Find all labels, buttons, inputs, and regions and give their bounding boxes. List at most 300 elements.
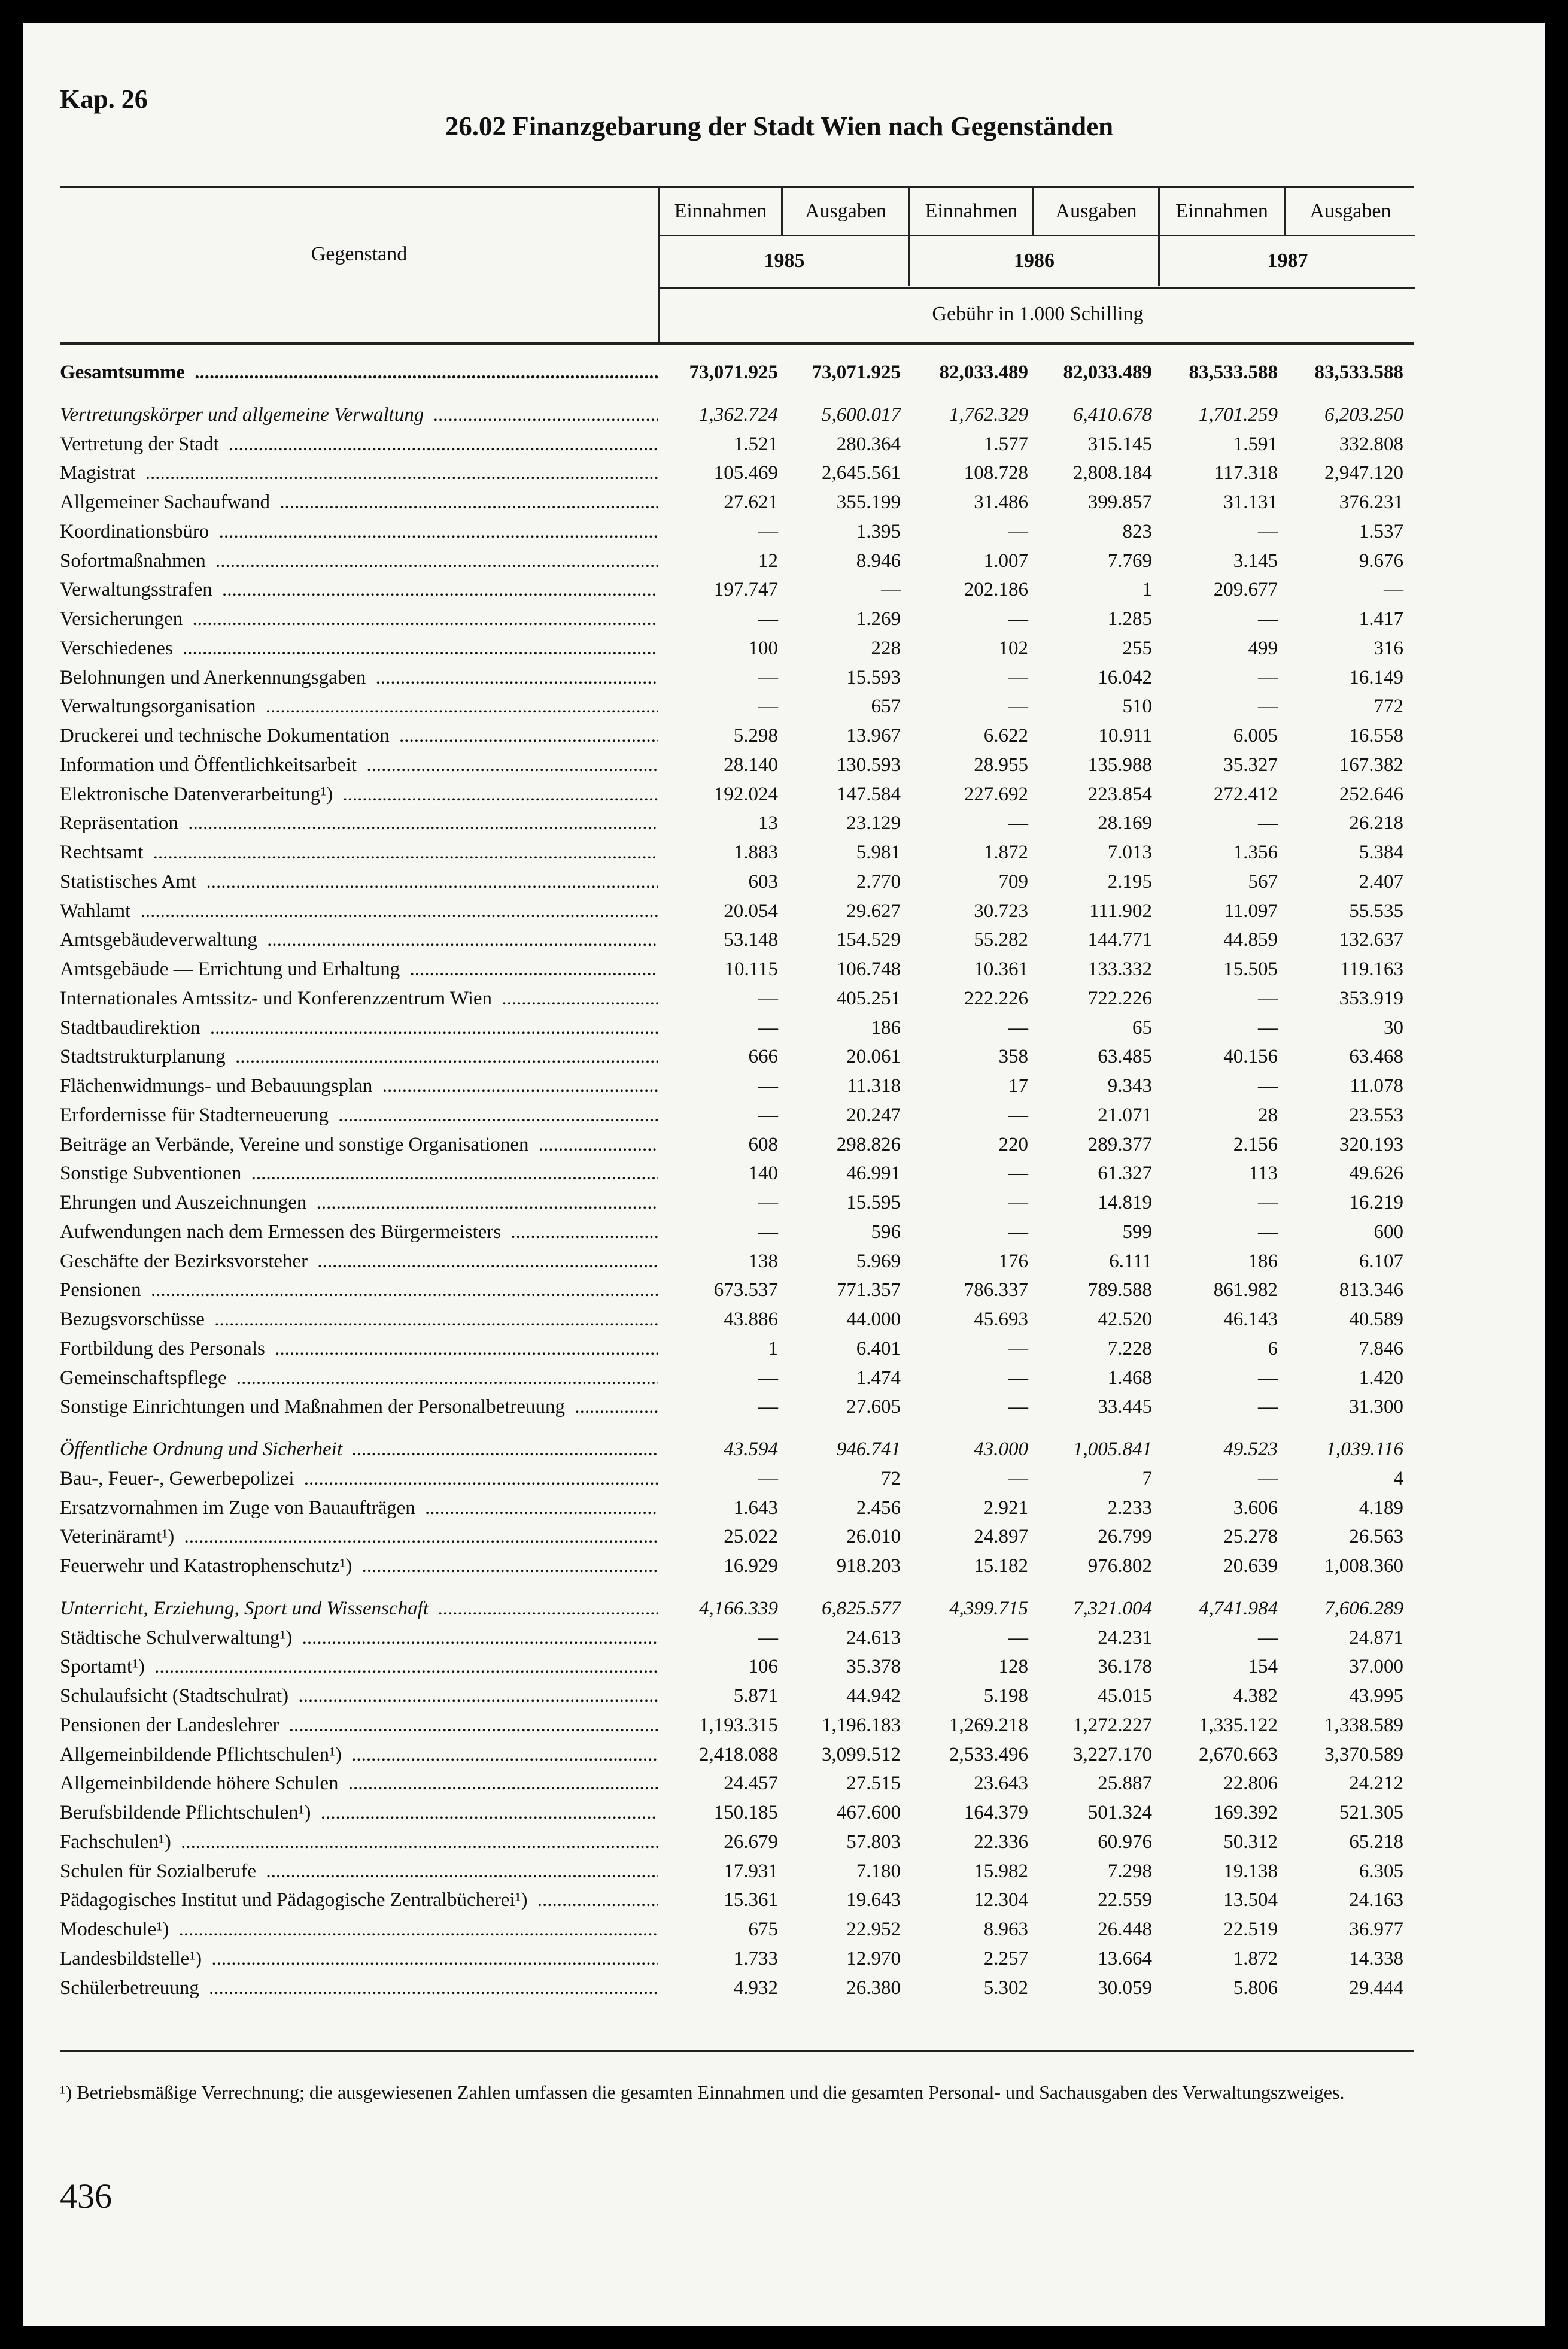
table-cell: 42.520 [1098, 1309, 1152, 1330]
table-cell: 399.857 [1087, 491, 1152, 513]
table-cell: 25.278 [1223, 1526, 1278, 1548]
table-cell: 666 [748, 1046, 778, 1068]
table-cell: 709 [998, 870, 1028, 893]
table-cell: 15.182 [974, 1555, 1028, 1577]
table-row [60, 1682, 1414, 1711]
table-cell: 28.140 [724, 754, 778, 776]
table-header [60, 186, 1414, 345]
row-label [60, 1652, 658, 1682]
table-cell: 102 [998, 637, 1028, 659]
table-cell: 21.071 [1098, 1104, 1152, 1126]
table-cell: 4.932 [733, 1977, 778, 1999]
row-label-text: Wahlamt [60, 900, 135, 922]
row-label [60, 751, 658, 780]
table-cell: 16.042 [1098, 666, 1152, 688]
row-label-text: Berufsbildende Pflichtschulen¹) [60, 1802, 316, 1823]
table-cell: 11.078 [1350, 1075, 1403, 1097]
table-cell: 73,071.925 [812, 362, 901, 383]
table-cell: 596 [871, 1221, 901, 1243]
table-row [60, 780, 1414, 809]
table-cell: 27.621 [724, 491, 778, 513]
table-cell: — [1258, 1192, 1278, 1213]
table-cell: — [1008, 666, 1028, 688]
row-label [60, 575, 658, 605]
table-cell: 111.902 [1089, 900, 1152, 922]
table-cell: 44.942 [846, 1685, 901, 1707]
table-cell: 2,645.561 [822, 462, 901, 484]
table-cell: 280.364 [836, 433, 901, 455]
table-cell: 12.304 [974, 1889, 1028, 1911]
table-cell: 2.456 [856, 1497, 901, 1519]
table-cell: 657 [871, 696, 901, 718]
table-cell: 15.593 [846, 666, 901, 688]
table-cell: 53.148 [724, 929, 778, 951]
table-cell: 1.521 [733, 433, 778, 455]
table-row [60, 1915, 1414, 1944]
table-cell: 23.643 [974, 1773, 1028, 1795]
column-header-ausgaben-1987: Ausgaben [1309, 200, 1391, 222]
table-cell: 83,533.588 [1314, 362, 1403, 383]
year-header-1986: 1986 [910, 236, 1160, 286]
table-cell: 603 [748, 870, 778, 893]
table-cell: 1 [1142, 579, 1152, 601]
table-cell: 358 [998, 1046, 1028, 1068]
table-cell: 7.298 [1107, 1860, 1152, 1882]
row-label [60, 1798, 658, 1828]
table-cell: 567 [1248, 870, 1278, 893]
table-row [60, 663, 1414, 693]
table-cell: 599 [1122, 1221, 1152, 1243]
table-cell: 2.921 [983, 1497, 1028, 1519]
table-cell: 44.000 [846, 1309, 901, 1330]
table-cell: 1.417 [1359, 608, 1403, 630]
table-cell: 113 [1248, 1163, 1278, 1185]
table-cell: 8.963 [983, 1919, 1028, 1940]
row-label-text: Sofortmaßnahmen [60, 550, 211, 572]
table-cell: — [758, 1367, 778, 1389]
table-row [60, 867, 1414, 897]
table-cell: 376.231 [1339, 491, 1403, 513]
table-cell: 7.013 [1107, 842, 1152, 863]
table-cell: — [758, 1221, 778, 1243]
table-cell: 7,321.004 [1073, 1597, 1152, 1619]
column-header-einnahmen-1985: Einnahmen [660, 188, 783, 235]
table-cell: 31.300 [1349, 1396, 1403, 1418]
table-cell: 315.145 [1087, 433, 1152, 455]
table-row [60, 575, 1414, 605]
table-row [60, 1944, 1414, 1974]
table-cell: 119.163 [1339, 958, 1403, 980]
table-cell: 1,005.841 [1073, 1438, 1152, 1460]
row-label-text: Schulen für Sozialberufe [60, 1861, 261, 1882]
column-header-einnahmen-1987: Einnahmen [1160, 188, 1286, 235]
table-row [60, 984, 1414, 1013]
table-row [60, 897, 1414, 926]
table-cell: 5.981 [856, 842, 901, 863]
table-cell: 20.054 [724, 900, 778, 922]
row-label-text: Gemeinschaftspflege [60, 1367, 232, 1389]
table-cell: — [1008, 812, 1028, 834]
row-label-text: Rechtsamt [60, 842, 148, 863]
table-cell: 20.061 [846, 1046, 901, 1068]
table-cell: 227.692 [964, 783, 1028, 805]
row-label [60, 1494, 658, 1523]
table-cell: 33.445 [1098, 1396, 1152, 1418]
table-cell: 60.976 [1098, 1831, 1152, 1853]
table-title: 26.02 Finanzgebarung der Stadt Wien nach Gegenständen [445, 111, 1114, 141]
row-label-text: Sonstige Subventionen [60, 1163, 246, 1184]
table-cell: — [1258, 1396, 1278, 1418]
table-cell: 1.007 [983, 550, 1028, 572]
table-row [60, 1886, 1414, 1915]
table-cell: 50.312 [1223, 1831, 1278, 1853]
table-cell: 13.504 [1223, 1889, 1278, 1911]
row-label [60, 1944, 658, 1974]
row-label [60, 634, 658, 663]
table-cell: 25.022 [724, 1526, 778, 1548]
table-cell: 16.929 [724, 1555, 778, 1577]
table-cell: 12.970 [846, 1947, 901, 1969]
row-label [60, 1042, 658, 1072]
table-cell: — [758, 608, 778, 630]
row-label [60, 1769, 658, 1798]
table-cell: 23.129 [846, 812, 901, 834]
table-cell: 27.605 [846, 1396, 901, 1418]
table-cell: 1 [768, 1337, 778, 1359]
table-cell: 600 [1373, 1221, 1403, 1243]
table-cell: 37.000 [1349, 1656, 1403, 1678]
table-cell: 467.600 [836, 1802, 901, 1823]
table-row [60, 1522, 1414, 1552]
table-cell: 43.594 [724, 1438, 778, 1460]
table-cell: 946.741 [836, 1438, 901, 1460]
table-cell: 823 [1122, 520, 1152, 542]
table-cell: 1.591 [1233, 433, 1278, 455]
table-cell: 15.505 [1223, 958, 1278, 980]
table-row [60, 751, 1414, 780]
row-label [60, 867, 658, 897]
table-cell: — [1258, 987, 1278, 1009]
table-cell: — [758, 987, 778, 1009]
row-label [60, 955, 658, 984]
table-cell: 2.407 [1359, 870, 1403, 893]
table-cell: 6.305 [1359, 1860, 1403, 1882]
table-cell: 82,033.489 [939, 362, 1028, 383]
table-cell: 1,196.183 [822, 1714, 901, 1736]
row-label-text: Bezugsvorschüsse [60, 1309, 209, 1330]
table-cell: 1.643 [733, 1497, 778, 1519]
table-row [60, 1974, 1414, 2003]
table-cell: 20.247 [846, 1104, 901, 1126]
table-row [60, 517, 1414, 547]
table-row [60, 459, 1414, 488]
row-label-text: Flächenwidmungs- und Bebauungsplan [60, 1075, 377, 1097]
table-cell: 10.361 [974, 958, 1028, 980]
table-cell: 197.747 [713, 579, 778, 601]
table-cell: 2,808.184 [1073, 462, 1152, 484]
table-cell: 63.485 [1098, 1046, 1152, 1068]
table-cell: — [1258, 1367, 1278, 1389]
table-cell: 164.379 [964, 1802, 1028, 1823]
table-cell: 1.474 [856, 1367, 901, 1389]
table-cell: 9.343 [1107, 1075, 1152, 1097]
table-cell: 19.138 [1223, 1860, 1278, 1882]
row-label-text: Bau-, Feuer-, Gewerbepolizei [60, 1468, 299, 1489]
table-cell: — [1258, 608, 1278, 630]
table-cell: — [758, 696, 778, 718]
table-cell: 26.218 [1349, 812, 1403, 834]
table-cell: — [1258, 1626, 1278, 1649]
table-cell: — [1258, 1075, 1278, 1097]
row-label [60, 692, 658, 721]
table-cell: 1,335.122 [1199, 1714, 1278, 1736]
row-label [60, 1623, 658, 1653]
table-cell: 154 [1248, 1656, 1278, 1678]
table-cell: 1,039.116 [1326, 1438, 1403, 1460]
table-cell: 1,762.329 [949, 403, 1028, 426]
table-cell: 5.302 [983, 1977, 1028, 1999]
table-cell: 186 [871, 1016, 901, 1039]
table-cell: 169.392 [1213, 1802, 1278, 1823]
table-cell: 26.448 [1098, 1919, 1152, 1940]
table-cell: 20.639 [1223, 1555, 1278, 1577]
table-row [60, 634, 1414, 663]
table-row [60, 1798, 1414, 1828]
row-label-text: Öffentliche Ordnung und Sicherheit [60, 1438, 347, 1460]
table-cell: — [1384, 579, 1403, 601]
table-cell: — [1258, 812, 1278, 834]
table-row [60, 1711, 1414, 1740]
column-header-einnahmen-1986: Einnahmen [910, 188, 1034, 235]
row-label [60, 1711, 658, 1740]
table-cell: 6,825.577 [822, 1597, 901, 1619]
section-row [60, 1435, 1414, 1464]
table-cell: 976.802 [1087, 1555, 1152, 1577]
row-label [60, 1188, 658, 1218]
row-label-text: Erfordernisse für Stadterneuerung [60, 1104, 333, 1126]
table-cell: 320.193 [1339, 1133, 1403, 1155]
table-cell: 154.529 [836, 929, 901, 951]
row-label-text: Veterinäramt¹) [60, 1526, 179, 1547]
table-cell: 7 [1142, 1467, 1152, 1489]
table-cell: 19.643 [846, 1889, 901, 1911]
table-cell: 17 [1008, 1075, 1028, 1097]
table-cell: 3,227.170 [1073, 1743, 1152, 1765]
row-label [60, 1305, 658, 1334]
table-cell: 22.559 [1098, 1889, 1152, 1911]
row-label [60, 1594, 658, 1623]
table-cell: 22.519 [1223, 1919, 1278, 1940]
unit-label: Gebühr in 1.000 Schilling [932, 303, 1144, 325]
row-label-text: Aufwendungen nach dem Ermessen des Bürgermeisters [60, 1221, 506, 1243]
row-label [60, 1218, 658, 1247]
table-cell: — [758, 666, 778, 688]
table-cell: 28.955 [974, 754, 1028, 776]
table-cell: 7.769 [1107, 550, 1152, 572]
row-label-text: Allgemeinbildende Pflichtschulen¹) [60, 1744, 347, 1765]
table-row [60, 1013, 1414, 1043]
section-row [60, 1594, 1414, 1623]
table-cell: 202.186 [964, 579, 1028, 601]
row-label [60, 400, 658, 430]
table-cell: 220 [998, 1133, 1028, 1155]
table-cell: — [1008, 1626, 1028, 1649]
table-cell: 24.212 [1349, 1773, 1403, 1795]
row-label [60, 1740, 658, 1770]
row-label-text: Ehrungen und Auszeichnungen [60, 1192, 311, 1213]
row-label [60, 1334, 658, 1364]
table-cell: 13 [758, 812, 778, 834]
table-cell: 1.577 [983, 433, 1028, 455]
table-cell: 22.336 [974, 1831, 1028, 1853]
chapter-label: Kap. 26 [60, 84, 148, 114]
table-cell: 608 [748, 1133, 778, 1155]
table-cell: 6,203.250 [1324, 403, 1403, 426]
table-cell: 35.327 [1223, 754, 1278, 776]
table-cell: 133.332 [1087, 958, 1152, 980]
table-cell: 16.558 [1349, 725, 1403, 746]
table-cell: 100 [748, 637, 778, 659]
table-row [60, 605, 1414, 634]
table-cell: 24.163 [1349, 1889, 1403, 1911]
table-cell: 1.269 [856, 608, 901, 630]
table-cell: 13.664 [1098, 1947, 1152, 1969]
table-cell: 16.219 [1349, 1192, 1403, 1213]
table-row [60, 1072, 1414, 1101]
table-cell: 772 [1373, 696, 1403, 718]
table-cell: 12 [758, 550, 778, 572]
table-cell: 108.728 [964, 462, 1028, 484]
row-label-text: Verwaltungsstrafen [60, 579, 217, 600]
table-cell: 55.535 [1349, 900, 1403, 922]
table-cell: 501.324 [1087, 1802, 1152, 1823]
table-cell: 11.318 [847, 1075, 901, 1097]
table-cell: 1,193.315 [699, 1714, 778, 1736]
table-cell: 1.420 [1359, 1367, 1403, 1389]
row-label [60, 1276, 658, 1305]
table-cell: 36.178 [1098, 1656, 1152, 1678]
row-label [60, 459, 658, 488]
row-label-text: Landesbildstelle¹) [60, 1948, 206, 1969]
row-label [60, 1159, 658, 1188]
table-row [60, 1188, 1414, 1218]
table-cell: 5.298 [733, 725, 778, 746]
total-row [60, 358, 1414, 387]
table-cell: 4,399.715 [949, 1597, 1028, 1619]
table-cell: 6.401 [856, 1337, 901, 1359]
table-cell: 6.622 [983, 725, 1028, 746]
table-cell: 332.808 [1339, 433, 1403, 455]
table-row [60, 809, 1414, 838]
table-cell: 28.169 [1098, 812, 1152, 834]
table-cell: 7,606.289 [1324, 1597, 1403, 1619]
row-label [60, 897, 658, 926]
table-cell: 499 [1248, 637, 1278, 659]
table-cell: 5,600.017 [822, 403, 901, 426]
table-cell: 29.444 [1349, 1977, 1403, 1999]
table-row [60, 1159, 1414, 1188]
table-cell: 140 [748, 1163, 778, 1185]
table-cell: 405.251 [836, 987, 901, 1009]
row-label [60, 1915, 658, 1944]
row-label-text: Ersatzvornahmen im Zuge von Bauaufträgen [60, 1497, 420, 1519]
table-cell: — [1008, 608, 1028, 630]
row-label [60, 663, 658, 693]
row-label [60, 1435, 658, 1464]
table-cell: 35.378 [846, 1656, 901, 1678]
row-label [60, 1392, 658, 1422]
row-label-text: Druckerei und technische Dokumentation [60, 725, 394, 746]
table-row [60, 1247, 1414, 1276]
table-cell: 5.969 [856, 1250, 901, 1272]
table-cell: — [758, 1104, 778, 1126]
table-body [60, 358, 1414, 2002]
table-cell: 117.318 [1214, 462, 1278, 484]
table-cell: 673.537 [713, 1279, 778, 1301]
table-cell: 252.646 [1339, 783, 1403, 805]
table-cell: — [758, 1075, 778, 1097]
table-row [60, 1364, 1414, 1393]
table-cell: 73,071.925 [689, 362, 778, 383]
table-cell: — [1008, 1104, 1028, 1126]
table-cell: 8.946 [856, 550, 901, 572]
table-cell: 2.156 [1233, 1133, 1278, 1155]
table-cell: 6.107 [1359, 1250, 1403, 1272]
column-header-ausgaben-1986: Ausgaben [1034, 188, 1160, 235]
table-cell: — [881, 579, 901, 601]
table-cell: 1.285 [1107, 608, 1152, 630]
table-row [60, 1652, 1414, 1682]
table-cell: 3.145 [1233, 550, 1278, 572]
table-cell: 1.356 [1233, 842, 1278, 863]
table-cell: — [1008, 1016, 1028, 1039]
row-label [60, 1072, 658, 1101]
table-cell: 3,099.512 [822, 1743, 901, 1765]
table-row [60, 1392, 1414, 1422]
row-label [60, 1974, 658, 2003]
table-cell: 1.872 [1233, 1947, 1278, 1969]
table-cell: 789.588 [1087, 1279, 1152, 1301]
table-row [60, 488, 1414, 517]
table-cell: 1,008.360 [1324, 1555, 1403, 1577]
row-label-text: Koordinationsbüro [60, 521, 214, 542]
table-row [60, 925, 1414, 955]
table-cell: 28 [1258, 1104, 1278, 1126]
row-label [60, 925, 658, 955]
table-cell: 57.803 [846, 1831, 901, 1853]
table-cell: 65.218 [1349, 1831, 1403, 1853]
table-cell: 23.553 [1349, 1104, 1403, 1126]
table-cell: 22.806 [1223, 1773, 1278, 1795]
table-cell: 2.257 [983, 1947, 1028, 1969]
table-cell: 813.346 [1339, 1279, 1403, 1301]
table-cell: 1,272.227 [1073, 1714, 1152, 1736]
row-label [60, 1364, 658, 1393]
table-row [60, 721, 1414, 751]
row-label [60, 1682, 658, 1711]
table-row [60, 1276, 1414, 1305]
table-cell: 26.010 [846, 1526, 901, 1548]
page-number: 436 [60, 2177, 112, 2216]
table-cell: 209.677 [1213, 579, 1278, 601]
footnote: ¹) Betriebsmäßige Verrechnung; die ausgewiesenen Zahlen umfassen die gesamten Einnahmen und die gesamten Personal- und Sachausgaben des Verwaltungszweiges. [60, 2081, 1345, 2103]
table-cell: — [758, 1396, 778, 1418]
table-cell: 861.982 [1213, 1279, 1278, 1301]
row-label [60, 809, 658, 838]
table-cell: 14.338 [1349, 1947, 1403, 1969]
table-cell: 31.131 [1223, 491, 1278, 513]
table-cell: 2,418.088 [699, 1743, 778, 1765]
